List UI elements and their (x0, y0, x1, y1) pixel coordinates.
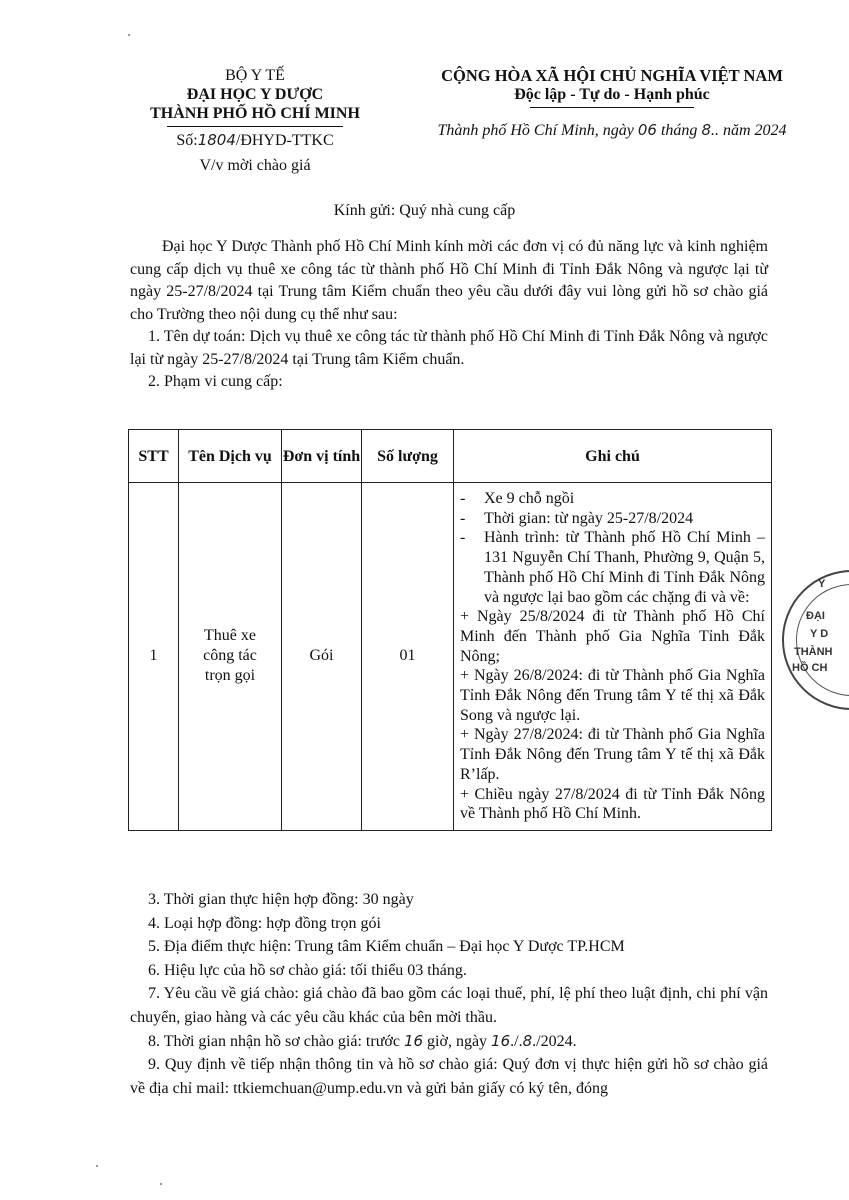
note-leg-1: + Ngày 25/8/2024 đi từ Thành phố Hồ Chí Minh đến Thành phố Gia Nghĩa Tỉnh Đắk Nông; (460, 608, 765, 665)
table-row (129, 483, 772, 831)
university-name-line1: ĐẠI HỌC Y DƯỢC (186, 86, 324, 103)
item-6: 6. Hiệu lực của hồ sơ chào giá: tối thiểu 03 tháng. (148, 961, 467, 979)
cell-stt: 1 (129, 483, 179, 831)
note-vehicle: - Xe 9 chỗ ngồi (460, 489, 765, 509)
header-stt: STT (129, 430, 179, 483)
handwritten-month: 8 (701, 121, 711, 139)
table-header-row (129, 430, 772, 483)
ministry-name: BỘ Y TẾ (225, 67, 285, 84)
item-2: 2. Phạm vi cung cấp: (148, 373, 283, 390)
item-9: 9. Quy định về tiếp nhận thông tin và hồ sơ chào giá: Quý đơn vị thực hiện gửi hồ sơ chào giá về địa chỉ mail: ttkiemchuan@ump.edu.vn và gửi bản giấy có ký tên, đóng (130, 1056, 768, 1097)
document-date: Thành phố Hồ Chí Minh, ngày 06 tháng 8.. năm 2024 (437, 121, 787, 139)
header-unit: Đơn vị tính (282, 430, 362, 483)
national-motto: Độc lập - Tự do - Hạnh phúc (514, 86, 710, 103)
handwritten-number: 1804 (197, 131, 236, 149)
note-leg-4: + Chiều ngày 27/8/2024 đi từ Tỉnh Đắk Nông về Thành phố Hồ Chí Minh. (460, 785, 765, 823)
cell-service: Thuê xe công tác trọn gọi (179, 483, 282, 831)
university-name-line2: THÀNH PHỐ HỒ CHÍ MINH (150, 105, 360, 122)
handwritten-hour: 16 (403, 1031, 424, 1050)
document-subject: V/v mời chào giá (199, 157, 311, 174)
document-number: Số:1804/ĐHYD-TTKC (176, 131, 334, 149)
item-7: 7. Yêu cầu về giá chào: giá chào đã bao gồm các loại thuế, phí, lệ phí theo luật định, chi phí vận chuyển, giao hàng và các yêu cầu khác của bên mời thầu. (130, 985, 768, 1026)
intro-paragraph: Đại học Y Dược Thành phố Hồ Chí Minh kính mời các đơn vị có đủ năng lực và kinh nghiệm cung cấp dịch vụ thuê xe công tác từ thành phố Hồ Chí Minh đi Tỉnh Đắk Nông và ngược lại từ ngày 25-27/8/2024 tại Trung tâm Kiểm chuẩn theo yêu cầu dưới đây vui lòng gửi hồ sơ chào giá cho Trường theo nội dung cụ thể như sau: (130, 238, 768, 323)
handwritten-deadline-day: 16 (491, 1031, 511, 1050)
note-route: - Hành trình: từ Thành phố Hồ Chí Minh – 131 Nguyễn Chí Thanh, Phường 9, Quận 5, Thành phố Hồ Chí Minh đi Tỉnh Đắk Nông và ngược lại bao gồm các chặng đi và về: (460, 528, 765, 607)
note-leg-2: + Ngày 26/8/2024: đi từ Thành phố Gia Nghĩa Tỉnh Đắk Nông đến Trung tâm Y tế thị xã Đắk Song và ngược lại. (460, 667, 765, 724)
header-quantity: Số lượng (362, 430, 454, 483)
header-notes: Ghi chú (454, 430, 772, 483)
item-1: 1. Tên dự toán: Dịch vụ thuê xe công tác từ thành phố Hồ Chí Minh đi Tỉnh Đắk Nông và ngược lại từ ngày 25-27/8/2024 tại Trung tâm Kiểm chuẩn. (130, 328, 768, 368)
body-intro (130, 236, 768, 394)
handwritten-deadline-month: 8 (522, 1031, 533, 1050)
item-4: 4. Loại hợp đồng: hợp đồng trọn gói (148, 914, 381, 932)
item-8: 8. Thời gian nhận hồ sơ chào giá: trước 16 giờ, ngày 16./.8./2024. (148, 1031, 577, 1050)
note-leg-3: + Ngày 27/8/2024: đi từ Thành phố Gia Nghĩa Tỉnh Đắk Nông đến Trung tâm Y tế thị xã Đắk R’lấp. (460, 726, 765, 783)
handwritten-day: 06 (637, 121, 657, 139)
salutation: Kính gửi: Quý nhà cung cấp (333, 202, 516, 219)
header-service: Tên Dịch vụ (179, 430, 282, 483)
scope-table (128, 429, 772, 831)
item-5: 5. Địa điểm thực hiện: Trung tâm Kiểm chuẩn – Đại học Y Dược TP.HCM (148, 938, 625, 956)
cell-quantity: 01 (362, 483, 454, 831)
note-time: - Thời gian: từ ngày 25-27/8/2024 (460, 509, 765, 529)
official-seal: Y ĐẠI Y D THÀNH HỒ CH (782, 570, 849, 710)
item-3: 3. Thời gian thực hiện hợp đồng: 30 ngày (148, 891, 414, 908)
issuer-block (110, 66, 400, 175)
body-conditions (130, 888, 768, 1100)
nation-title: CỘNG HÒA XÃ HỘI CHỦ NGHĨA VIỆT NAM (441, 66, 783, 85)
cell-unit: Gói (282, 483, 362, 831)
nation-block (412, 66, 812, 140)
cell-notes (454, 483, 772, 831)
